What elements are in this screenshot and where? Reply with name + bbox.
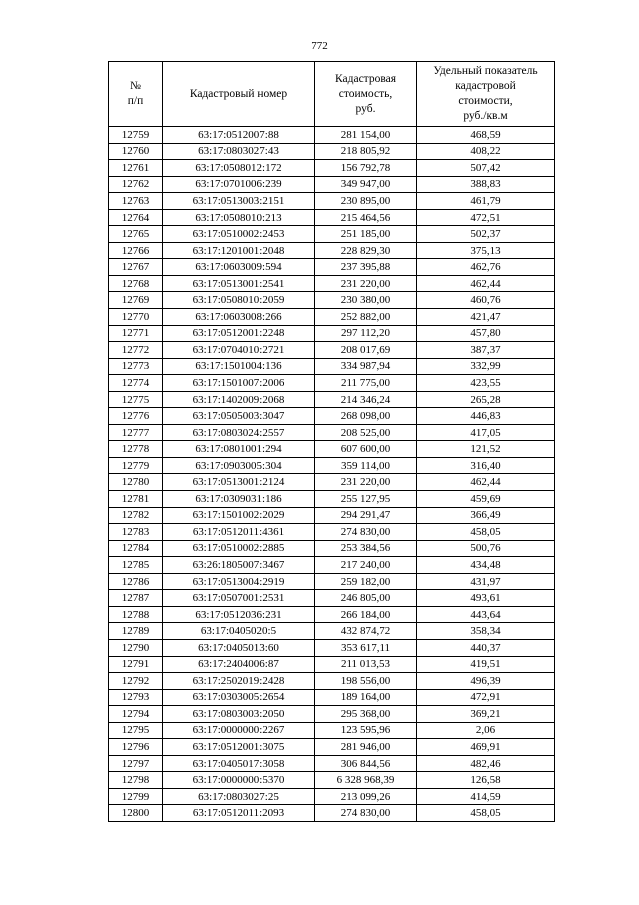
cadastral-value-cell: 252 882,00 [315, 309, 417, 326]
header-num-text: № п/п [127, 80, 144, 107]
cadastral-number-cell: 63:17:0512011:4361 [163, 524, 315, 541]
cadastral-number-cell: 63:17:0303005:2654 [163, 689, 315, 706]
table-row [109, 259, 555, 276]
table-row [109, 805, 555, 822]
table-row [109, 656, 555, 673]
cadastral-value-cell: 274 830,00 [315, 524, 417, 541]
specific-value-cell: 388,83 [417, 176, 555, 193]
cadastral-number-cell: 63:17:0704010:2721 [163, 342, 315, 359]
cadastral-value-cell: 208 017,69 [315, 342, 417, 359]
row-num-cell: 12793 [109, 689, 163, 706]
specific-value-cell: 2,06 [417, 722, 555, 739]
table-row [109, 606, 555, 623]
table-row [109, 441, 555, 458]
table-row [109, 342, 555, 359]
row-num-cell: 12800 [109, 805, 163, 822]
row-num-cell: 12763 [109, 193, 163, 210]
header-cadastral-number-text: Кадастровый номер [189, 87, 288, 100]
cadastral-number-cell: 63:17:0803003:2050 [163, 706, 315, 723]
row-num-cell: 12794 [109, 706, 163, 723]
specific-value-cell: 468,59 [417, 127, 555, 144]
row-num-cell: 12760 [109, 143, 163, 160]
specific-value-cell: 472,51 [417, 209, 555, 226]
table-row [109, 358, 555, 375]
cadastral-number-cell: 63:17:0512001:3075 [163, 739, 315, 756]
cadastral-number-cell: 63:17:1402009:2068 [163, 391, 315, 408]
cadastral-value-cell: 432 874,72 [315, 623, 417, 640]
cadastral-value-cell: 253 384,56 [315, 540, 417, 557]
row-num-cell: 12779 [109, 457, 163, 474]
row-num-cell: 12768 [109, 275, 163, 292]
cadastral-number-cell: 63:17:0513004:2919 [163, 573, 315, 590]
specific-value-cell: 431,97 [417, 573, 555, 590]
table-row [109, 193, 555, 210]
cadastral-number-cell: 63:17:1501004:136 [163, 358, 315, 375]
specific-value-cell: 458,05 [417, 805, 555, 822]
cadastral-value-cell: 189 164,00 [315, 689, 417, 706]
cadastral-value-cell: 213 099,26 [315, 788, 417, 805]
cadastral-number-cell: 63:17:0513001:2124 [163, 474, 315, 491]
row-num-cell: 12795 [109, 722, 163, 739]
cadastral-value-cell: 297 112,20 [315, 325, 417, 342]
cadastral-number-cell: 63:17:1201001:2048 [163, 242, 315, 259]
specific-value-cell: 469,91 [417, 739, 555, 756]
cadastral-number-cell: 63:26:1805007:3467 [163, 557, 315, 574]
row-num-cell: 12765 [109, 226, 163, 243]
specific-value-cell: 507,42 [417, 160, 555, 177]
cadastral-number-cell: 63:17:1501002:2029 [163, 507, 315, 524]
row-num-cell: 12796 [109, 739, 163, 756]
specific-value-cell: 457,80 [417, 325, 555, 342]
specific-value-cell: 500,76 [417, 540, 555, 557]
specific-value-cell: 460,76 [417, 292, 555, 309]
table-row [109, 242, 555, 259]
row-num-cell: 12786 [109, 573, 163, 590]
specific-value-cell: 446,83 [417, 408, 555, 425]
row-num-cell: 12788 [109, 606, 163, 623]
table-row [109, 491, 555, 508]
cadastral-number-cell: 63:17:0405017:3058 [163, 755, 315, 772]
cadastral-number-cell: 63:17:0512011:2093 [163, 805, 315, 822]
table-row [109, 292, 555, 309]
cadastral-value-table [108, 61, 555, 822]
header-cadastral-value-text: Кадастровая стоимость, руб. [334, 72, 397, 115]
cadastral-number-cell: 63:17:0801001:294 [163, 441, 315, 458]
specific-value-cell: 366,49 [417, 507, 555, 524]
table-row [109, 408, 555, 425]
cadastral-value-cell: 259 182,00 [315, 573, 417, 590]
cadastral-number-cell: 63:17:0508010:2059 [163, 292, 315, 309]
cadastral-number-cell: 63:17:0803024:2557 [163, 424, 315, 441]
row-num-cell: 12775 [109, 391, 163, 408]
cadastral-value-cell: 6 328 968,39 [315, 772, 417, 789]
cadastral-number-cell: 63:17:0513003:2151 [163, 193, 315, 210]
cadastral-number-cell: 63:17:0803027:43 [163, 143, 315, 160]
cadastral-number-cell: 63:17:0512001:2248 [163, 325, 315, 342]
table-row [109, 275, 555, 292]
table-row [109, 507, 555, 524]
cadastral-value-cell: 306 844,56 [315, 755, 417, 772]
cadastral-value-cell: 218 805,92 [315, 143, 417, 160]
row-num-cell: 12776 [109, 408, 163, 425]
cadastral-value-cell: 228 829,30 [315, 242, 417, 259]
table-row [109, 160, 555, 177]
cadastral-value-cell: 211 013,53 [315, 656, 417, 673]
cadastral-value-cell: 231 220,00 [315, 474, 417, 491]
specific-value-cell: 121,52 [417, 441, 555, 458]
cadastral-value-cell: 295 368,00 [315, 706, 417, 723]
specific-value-cell: 332,99 [417, 358, 555, 375]
row-num-cell: 12780 [109, 474, 163, 491]
cadastral-value-cell: 281 946,00 [315, 739, 417, 756]
cadastral-value-cell: 334 987,94 [315, 358, 417, 375]
cadastral-number-cell: 63:17:0000000:2267 [163, 722, 315, 739]
cadastral-number-cell: 63:17:0903005:304 [163, 457, 315, 474]
specific-value-cell: 482,46 [417, 755, 555, 772]
cadastral-value-cell: 246 805,00 [315, 590, 417, 607]
table-row [109, 772, 555, 789]
table-body [109, 127, 555, 822]
header-specific-value-text: Удельный показатель кадастровой стоимости, руб./кв.м [433, 65, 538, 122]
cadastral-value-cell: 255 127,95 [315, 491, 417, 508]
cadastral-number-cell: 63:17:2502019:2428 [163, 673, 315, 690]
row-num-cell: 12771 [109, 325, 163, 342]
cadastral-value-cell: 230 380,00 [315, 292, 417, 309]
row-num-cell: 12798 [109, 772, 163, 789]
specific-value-cell: 423,55 [417, 375, 555, 392]
cadastral-number-cell: 63:17:1501007:2006 [163, 375, 315, 392]
table-row [109, 673, 555, 690]
table-row [109, 557, 555, 574]
row-num-cell: 12782 [109, 507, 163, 524]
row-num-cell: 12761 [109, 160, 163, 177]
row-num-cell: 12789 [109, 623, 163, 640]
header-cadastral-value [315, 62, 417, 127]
table-row [109, 573, 555, 590]
cadastral-value-cell: 281 154,00 [315, 127, 417, 144]
cadastral-number-cell: 63:17:0508010:213 [163, 209, 315, 226]
table-row [109, 474, 555, 491]
row-num-cell: 12783 [109, 524, 163, 541]
row-num-cell: 12799 [109, 788, 163, 805]
cadastral-number-cell: 63:17:2404006:87 [163, 656, 315, 673]
table-row [109, 755, 555, 772]
row-num-cell: 12767 [109, 259, 163, 276]
cadastral-value-cell: 274 830,00 [315, 805, 417, 822]
cadastral-value-cell: 237 395,88 [315, 259, 417, 276]
specific-value-cell: 126,58 [417, 772, 555, 789]
specific-value-cell: 461,79 [417, 193, 555, 210]
cadastral-value-cell: 230 895,00 [315, 193, 417, 210]
table-row [109, 590, 555, 607]
row-num-cell: 12774 [109, 375, 163, 392]
row-num-cell: 12777 [109, 424, 163, 441]
cadastral-number-cell: 63:17:0803027:25 [163, 788, 315, 805]
page-number: 772 [311, 40, 328, 52]
cadastral-value-cell: 156 792,78 [315, 160, 417, 177]
specific-value-cell: 493,61 [417, 590, 555, 607]
table-row [109, 209, 555, 226]
row-num-cell: 12787 [109, 590, 163, 607]
table-row [109, 689, 555, 706]
table-row [109, 540, 555, 557]
table-row [109, 325, 555, 342]
header-num [109, 62, 163, 127]
table-row [109, 424, 555, 441]
row-num-cell: 12772 [109, 342, 163, 359]
specific-value-cell: 417,05 [417, 424, 555, 441]
table-row [109, 127, 555, 144]
specific-value-cell: 414,59 [417, 788, 555, 805]
table-row [109, 176, 555, 193]
row-num-cell: 12790 [109, 639, 163, 656]
row-num-cell: 12781 [109, 491, 163, 508]
specific-value-cell: 408,22 [417, 143, 555, 160]
specific-value-cell: 387,37 [417, 342, 555, 359]
row-num-cell: 12773 [109, 358, 163, 375]
cadastral-value-cell: 208 525,00 [315, 424, 417, 441]
table-row [109, 457, 555, 474]
row-num-cell: 12762 [109, 176, 163, 193]
header-specific-value [417, 62, 555, 127]
table-row [109, 226, 555, 243]
cadastral-number-cell: 63:17:0507001:2531 [163, 590, 315, 607]
cadastral-value-cell: 211 775,00 [315, 375, 417, 392]
cadastral-number-cell: 63:17:0309031:186 [163, 491, 315, 508]
table-row [109, 391, 555, 408]
specific-value-cell: 462,44 [417, 275, 555, 292]
specific-value-cell: 443,64 [417, 606, 555, 623]
specific-value-cell: 459,69 [417, 491, 555, 508]
specific-value-cell: 265,28 [417, 391, 555, 408]
row-num-cell: 12778 [109, 441, 163, 458]
specific-value-cell: 434,48 [417, 557, 555, 574]
table-row [109, 623, 555, 640]
row-num-cell: 12792 [109, 673, 163, 690]
specific-value-cell: 472,91 [417, 689, 555, 706]
specific-value-cell: 369,21 [417, 706, 555, 723]
specific-value-cell: 496,39 [417, 673, 555, 690]
cadastral-value-cell: 359 114,00 [315, 457, 417, 474]
cadastral-value-cell: 353 617,11 [315, 639, 417, 656]
cadastral-number-cell: 63:17:0603009:594 [163, 259, 315, 276]
cadastral-number-cell: 63:17:0512036:231 [163, 606, 315, 623]
cadastral-number-cell: 63:17:0701006:239 [163, 176, 315, 193]
cadastral-number-cell: 63:17:0510002:2885 [163, 540, 315, 557]
cadastral-value-cell: 251 185,00 [315, 226, 417, 243]
row-num-cell: 12759 [109, 127, 163, 144]
cadastral-number-cell: 63:17:0510002:2453 [163, 226, 315, 243]
cadastral-number-cell: 63:17:0505003:3047 [163, 408, 315, 425]
cadastral-value-cell: 231 220,00 [315, 275, 417, 292]
table-row [109, 706, 555, 723]
cadastral-value-cell: 266 184,00 [315, 606, 417, 623]
row-num-cell: 12769 [109, 292, 163, 309]
cadastral-number-cell: 63:17:0405020:5 [163, 623, 315, 640]
cadastral-number-cell: 63:17:0603008:266 [163, 309, 315, 326]
cadastral-number-cell: 63:17:0512007:88 [163, 127, 315, 144]
specific-value-cell: 375,13 [417, 242, 555, 259]
table-row [109, 375, 555, 392]
specific-value-cell: 440,37 [417, 639, 555, 656]
row-num-cell: 12766 [109, 242, 163, 259]
cadastral-number-cell: 63:17:0508012:172 [163, 160, 315, 177]
header-row [109, 62, 555, 127]
row-num-cell: 12784 [109, 540, 163, 557]
cadastral-number-cell: 63:17:0513001:2541 [163, 275, 315, 292]
specific-value-cell: 462,44 [417, 474, 555, 491]
specific-value-cell: 462,76 [417, 259, 555, 276]
row-num-cell: 12785 [109, 557, 163, 574]
table-row [109, 722, 555, 739]
table-header [109, 62, 555, 127]
cadastral-value-cell: 198 556,00 [315, 673, 417, 690]
table-row [109, 788, 555, 805]
specific-value-cell: 358,34 [417, 623, 555, 640]
cadastral-number-cell: 63:17:0405013:60 [163, 639, 315, 656]
cadastral-number-cell: 63:17:0000000:5370 [163, 772, 315, 789]
cadastral-value-cell: 214 346,24 [315, 391, 417, 408]
cadastral-value-cell: 215 464,56 [315, 209, 417, 226]
specific-value-cell: 458,05 [417, 524, 555, 541]
cadastral-value-cell: 294 291,47 [315, 507, 417, 524]
row-num-cell: 12764 [109, 209, 163, 226]
table-row [109, 639, 555, 656]
header-cadastral-number [163, 62, 315, 127]
specific-value-cell: 419,51 [417, 656, 555, 673]
cadastral-value-cell: 268 098,00 [315, 408, 417, 425]
cadastral-value-cell: 349 947,00 [315, 176, 417, 193]
cadastral-value-cell: 217 240,00 [315, 557, 417, 574]
cadastral-value-cell: 607 600,00 [315, 441, 417, 458]
specific-value-cell: 421,47 [417, 309, 555, 326]
table-row [109, 143, 555, 160]
specific-value-cell: 502,37 [417, 226, 555, 243]
row-num-cell: 12797 [109, 755, 163, 772]
row-num-cell: 12791 [109, 656, 163, 673]
cadastral-value-cell: 123 595,96 [315, 722, 417, 739]
table-row [109, 309, 555, 326]
specific-value-cell: 316,40 [417, 457, 555, 474]
row-num-cell: 12770 [109, 309, 163, 326]
table-row [109, 524, 555, 541]
table-row [109, 739, 555, 756]
